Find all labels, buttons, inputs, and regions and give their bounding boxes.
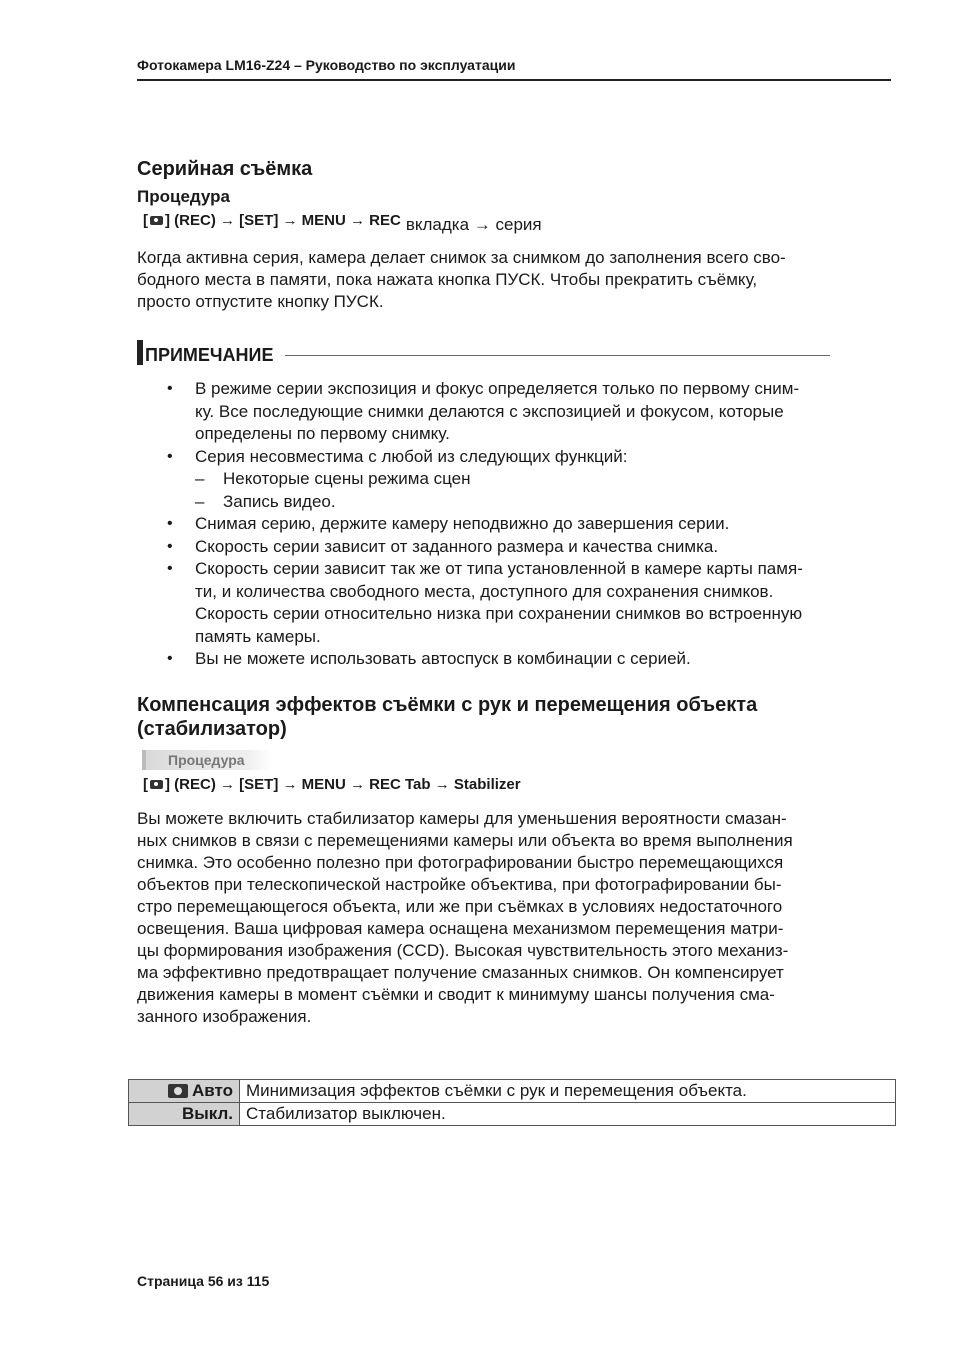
stabilizer-icon [168,1084,188,1098]
burst-description [137,247,887,313]
text-line: ма эффективно предотвращает получение смазанных снимков. Он компенсирует [137,963,784,982]
mode-key: Выкл. [129,1103,240,1126]
note-title: ПРИМЕЧАНИЕ [145,345,274,365]
menu-path: [ ] (REC) → [SET] → MENU → REC Tab → Stabilizer [143,776,521,793]
camera-icon [150,780,163,789]
note-list [165,378,887,671]
procedure-label: Процедура [168,752,245,768]
procedure-badge [142,750,272,770]
sub-list-item: – Некоторые сцены режима сцен [165,468,887,491]
table-row [129,1080,896,1103]
stabilizer-modes-table [128,1079,896,1126]
list-item: • В режиме серии экспозиция и фокус определяется только по первому сним- ку. Все последующие снимки делаются с экспозицией и фокусом, которые определены по первому снимку. [165,378,887,446]
menu-path: [ ] (REC) → [SET] → MENU → REC вкладка → серия [143,212,542,234]
menu-path-text: (REC) → [SET] → MENU → REC [174,212,401,229]
text-line: стро перемещающегося объекта, или же при съёмках в условиях недостаточного [137,897,783,916]
note-heading [137,340,837,370]
text-line: движения камеры в момент съёмки и сводит к минимуму шансы получения сма- [137,985,775,1004]
text-line: ных снимков в связи с перемещениями камеры или объекта во время выполнения [137,831,793,850]
page-number: Страница 56 из 115 [137,1273,270,1289]
list-item: • Скорость серии зависит от заданного размера и качества снимка. [165,536,887,559]
text-line: занного изображения. [137,1007,312,1026]
divider [285,355,830,356]
stabilizer-description [137,808,887,1028]
table-row [129,1103,896,1126]
text-line: Вы можете включить стабилизатор камеры для уменьшения вероятности смазан- [137,809,787,828]
text-line: бодного места в памяти, пока нажата кнопка ПУСК. Чтобы прекратить съёмку, [137,270,758,289]
text-line: Когда активна серия, камера делает снимок за снимком до заполнения всего сво- [137,248,786,267]
text-line: просто отпустите кнопку ПУСК. [137,292,384,311]
mode-description: Минимизация эффектов съёмки с рук и перемещения объекта. [240,1080,896,1103]
list-item: • Снимая серию, держите камеру неподвижно до завершения серии. [165,513,887,536]
text-line: объектов при телескопической настройке объектива, при фотографировании бы- [137,875,782,894]
text-line: освещения. Ваша цифровая камера оснащена механизмом перемещения матри- [137,919,784,938]
section-title-burst: Серийная съёмка [137,158,313,180]
sub-list-item: – Запись видео. [165,491,887,514]
text-line: цы формирования изображения (CCD). Высокая чувствительность этого механиз- [137,941,789,960]
menu-path-tail: вкладка → серия [405,215,542,234]
text-line: снимка. Это особенно полезно при фотографировании быстро перемещающихся [137,853,784,872]
header-title: Фотокамера LM16-Z24 – Руководство по эксплуатации [137,57,516,73]
mode-key: Авто [129,1080,240,1103]
list-item: • Скорость серии зависит так же от типа установленной в камере карты памя- ти, и количества свободного места, доступного для сохранения снимков. Скорость серии относительно низка при сохранении снимков во встроенную память камеры. [165,558,887,648]
list-item: • Вы не можете использовать автоспуск в комбинации с серией. [165,648,887,671]
mode-description: Стабилизатор выключен. [240,1103,896,1126]
procedure-label: Процедура [137,187,230,206]
list-item: • Серия несовместима с любой из следующих функций: [165,446,887,469]
menu-path-text: (REC) → [SET] → MENU → REC Tab → Stabilizer [174,776,521,793]
camera-icon [150,216,163,225]
page-header [137,57,891,81]
section-title-stabilizer: Компенсация эффектов съёмки с рук и перемещения объекта (стабилизатор) [137,694,758,740]
note-marker [137,340,143,365]
